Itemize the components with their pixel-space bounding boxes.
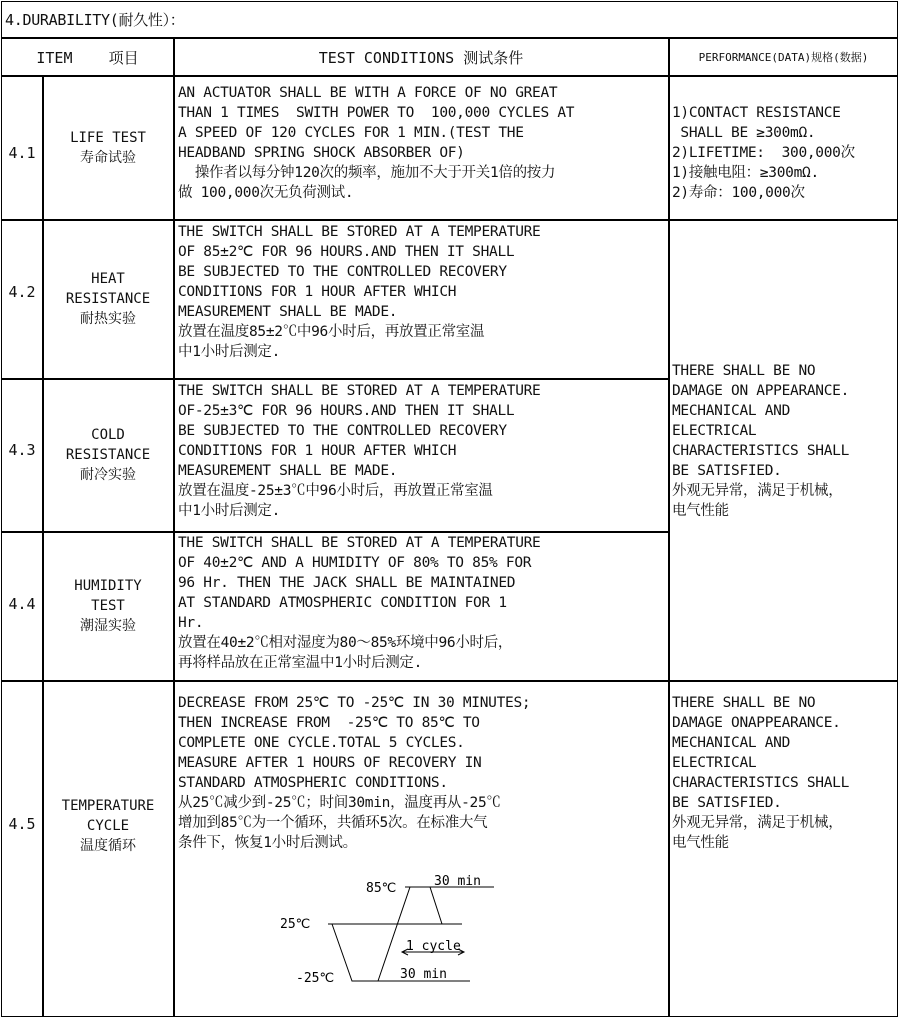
- item-cell: [44, 76, 172, 219]
- col-divider: [173, 37, 175, 1017]
- col-divider: [668, 37, 670, 1017]
- row-number: 4.1: [8, 144, 36, 162]
- header-performance: PERFORMANCE(DATA)规格(数据): [698, 51, 869, 64]
- item-cell: [44, 532, 172, 680]
- item-name-en: RESISTANCE: [65, 291, 151, 307]
- label-bottom-time: 30 min: [400, 967, 447, 982]
- test-conditions: DECREASE FROM 25℃ TO -25℃ IN 30 MINUTES; THEN INCREASE FROM -25℃ TO 85℃ TO COMPLETE ONE CYCLE.TOTAL 5 CYCLES. MEASURE AFTER 1 HOURS OF RECOVERY IN STANDARD ATMOSPHERIC CONDITIONS. 从25℃减少到-25℃；时间30min，温度再从-25℃ 增加到85℃为一个循环，共循环5次。在标准大气 条件下，恢复1小时后测试。: [178, 695, 531, 851]
- test-conditions: AN ACTUATOR SHALL BE WITH A FORCE OF NO GREAT THAN 1 TIMES SWITH POWER TO 100,000 CYCLES AT A SPEED OF 120 CYCLES FOR 1 MIN.(TEST THE HEADBAND SPRING SHOCK ABSORBER OF) 操作者以每分钟120次的频率，施加不大于开关1倍的按力 做 100,000次无负荷测试.: [178, 85, 575, 201]
- item-cell: [44, 681, 172, 971]
- item-name-en: LIFE TEST: [70, 129, 146, 146]
- item-name-cn: 寿命试验: [80, 149, 136, 166]
- item-name-en: HEAT: [91, 271, 125, 287]
- row-number: 4.2: [8, 283, 36, 301]
- item-name-en: CYCLE: [86, 818, 130, 834]
- item-name-cn: 耐冷实验: [80, 467, 136, 483]
- item-cell: [44, 379, 172, 531]
- item-name-en: RESISTANCE: [65, 447, 151, 463]
- item-cell: [44, 220, 172, 378]
- item-name-cn: 耐热实验: [80, 311, 136, 327]
- section-title: 4.DURABILITY(耐久性）：: [5, 11, 185, 29]
- label-85c: 85℃: [366, 881, 397, 896]
- label-m25c: -25℃: [296, 971, 335, 986]
- item-name-en: HUMIDITY: [74, 578, 142, 594]
- test-conditions: THE SWITCH SHALL BE STORED AT A TEMPERATURE OF 40±2℃ AND A HUMIDITY OF 80% TO 85% FOR 96 Hr. THEN THE JACK SHALL BE MAINTAINED AT STANDARD ATMOSPHERIC CONDITION FOR 1 Hr. 放置在40±2℃相对湿度为80～85%环境中96小时后， 再将样品放在正常室温中1小时后测定.: [178, 535, 541, 671]
- item-name-cn: 潮湿实验: [80, 618, 136, 634]
- label-25c: 25℃: [280, 917, 311, 932]
- test-conditions: THE SWITCH SHALL BE STORED AT A TEMPERATURE OF 85±2℃ FOR 96 HOURS.AND THEN IT SHALL BE SUBJECTED TO THE CONTROLLED RECOVERY CONDITIONS FOR 1 HOUR AFTER WHICH MEASUREMENT SHALL BE MADE. 放置在温度85±2℃中96小时后，再放置正常室温 中1小时后测定.: [178, 224, 541, 360]
- header-item: ITEM 项目: [36, 48, 139, 67]
- temperature-cycle-diagram: [270, 870, 510, 990]
- item-name-en: TEST: [91, 598, 125, 614]
- header-conditions: TEST CONDITIONS 测试条件: [318, 48, 524, 67]
- test-conditions: THE SWITCH SHALL BE STORED AT A TEMPERATURE OF-25±3℃ FOR 96 HOURS.AND THEN IT SHALL BE SUBJECTED TO THE CONTROLLED RECOVERY CONDITIONS FOR 1 HOUR AFTER WHICH MEASUREMENT SHALL BE MADE. 放置在温度-25±3℃中96小时后，再放置正常室温 中1小时后测定.: [178, 383, 541, 519]
- performance-spec: 1)CONTACT RESISTANCE SHALL BE ≥300mΩ. 2)LIFETIME: 300,000次 1)接触电阻：≥300mΩ. 2)寿命：100,000次: [672, 105, 855, 201]
- row-number: 4.5: [8, 815, 36, 833]
- row-number: 4.3: [8, 441, 36, 459]
- row-number: 4.4: [8, 595, 36, 613]
- item-name-en: COLD: [91, 427, 125, 443]
- performance-spec: THERE SHALL BE NO DAMAGE ON APPEARANCE. MECHANICAL AND ELECTRICAL CHARACTERISTICS SHALL BE SATISFIED. 外观无异常，满足于机械， 电气性能: [672, 363, 850, 519]
- performance-spec: THERE SHALL BE NO DAMAGE ONAPPEARANCE. MECHANICAL AND ELECTRICAL CHARACTERISTICS SHALL BE SATISFIED. 外观无异常，满足于机械， 电气性能: [672, 695, 850, 851]
- item-name-en: TEMPERATURE: [61, 798, 155, 814]
- item-name-cn: 温度循环: [80, 838, 136, 854]
- label-cycle: 1 cycle: [406, 939, 461, 954]
- label-top-time: 30 min: [434, 874, 481, 889]
